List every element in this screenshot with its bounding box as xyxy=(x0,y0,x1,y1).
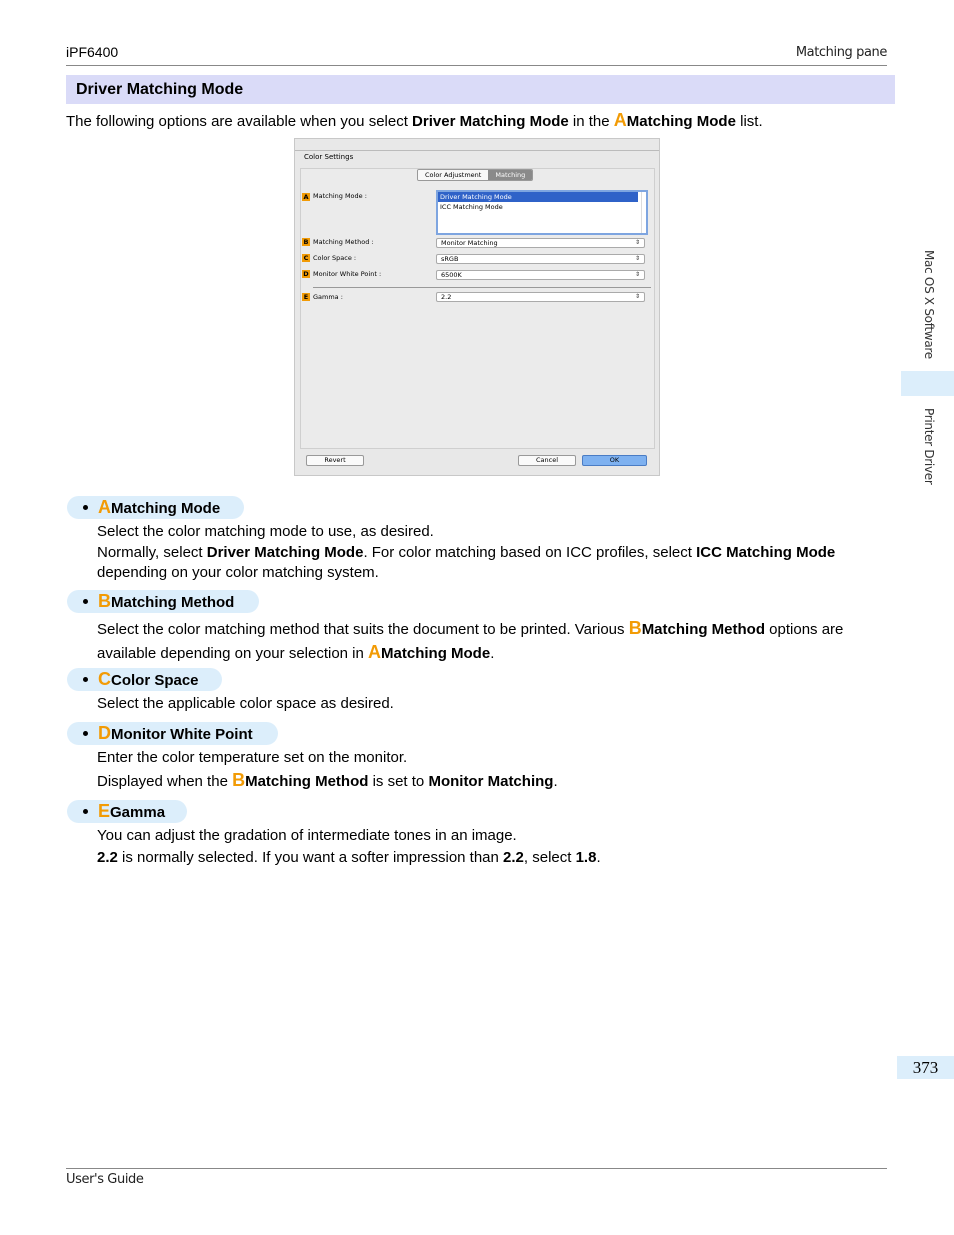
ok-button[interactable]: OK xyxy=(582,455,647,466)
bullet xyxy=(83,809,88,814)
item-c-body: Select the applicable color space as desired. xyxy=(97,695,394,712)
list-item-driver-matching[interactable]: Driver Matching Mode xyxy=(438,192,638,202)
section-title: Driver Matching Mode xyxy=(66,75,895,104)
tab-bar xyxy=(417,169,533,181)
list-item-icc-matching[interactable]: ICC Matching Mode xyxy=(440,203,503,211)
title-rule xyxy=(295,150,659,151)
marker-e: E xyxy=(303,293,309,301)
item-a-heading: AMatching Mode xyxy=(67,496,244,519)
header-section: Matching pane xyxy=(795,45,887,60)
item-d-heading: DMonitor White Point xyxy=(67,722,278,745)
bullet xyxy=(83,731,88,736)
gamma-select[interactable]: 2.2 ⇕ xyxy=(436,292,645,302)
matching-method-label: Matching Method : xyxy=(313,238,374,246)
side-label-printer-driver: Printer Driver xyxy=(922,408,936,485)
item-b-heading: BMatching Method xyxy=(67,590,259,613)
color-space-select[interactable]: sRGB ⇕ xyxy=(436,254,645,264)
item-e-body: You can adjust the gradation of intermediate tones in an image. 2.2 is normally selected. If you want a softer impression than 2.2, select 1.8. xyxy=(97,827,601,866)
list-scrollbar[interactable] xyxy=(641,192,642,233)
gamma-label: Gamma : xyxy=(313,293,343,301)
matching-method-select[interactable]: Monitor Matching ⇕ xyxy=(436,238,645,248)
select-arrows-icon: ⇕ xyxy=(634,239,640,246)
marker-c: C xyxy=(303,254,309,262)
select-arrows-icon: ⇕ xyxy=(634,271,640,278)
monitor-white-point-select[interactable]: 6500K ⇕ xyxy=(436,270,645,280)
side-label-mac-os-x-software: Mac OS X Software xyxy=(922,250,936,359)
footer-rule xyxy=(66,1168,887,1169)
select-arrows-icon: ⇕ xyxy=(634,293,640,300)
monitor-white-point-label: Monitor White Point : xyxy=(313,270,382,278)
marker-a-letter: A xyxy=(613,110,627,130)
tab-color-adjustment[interactable]: Color Adjustment xyxy=(418,170,488,180)
marker-a: A xyxy=(303,193,309,201)
color-settings-screenshot xyxy=(294,138,660,476)
side-active-band xyxy=(901,371,954,396)
color-settings-title: Color Settings xyxy=(304,153,354,161)
footer-text: User's Guide xyxy=(66,1172,144,1187)
matching-mode-list[interactable] xyxy=(436,190,648,235)
item-b-body: Select the color matching method that suits the document to be printed. Various BMatching Method options are available depending on your selection in AMatching Mode. xyxy=(97,618,844,662)
intro-paragraph: The following options are available when you select Driver Matching Mode in the AMatching Mode list. xyxy=(66,110,763,130)
header-rule xyxy=(66,65,887,66)
color-space-label: Color Space : xyxy=(313,254,357,262)
cancel-button[interactable]: Cancel xyxy=(518,455,576,466)
marker-b: B xyxy=(303,238,309,246)
item-a-body: Select the color matching mode to use, as desired. Normally, select Driver Matching Mode. For color matching based on ICC profiles, select ICC Matching Mode depending on your color matching system. xyxy=(97,523,836,581)
settings-divider xyxy=(313,287,651,288)
item-d-body: Enter the color temperature set on the monitor. Displayed when the BMatching Method is set to Monitor Matching. xyxy=(97,749,558,790)
bullet xyxy=(83,505,88,510)
revert-button[interactable]: Revert xyxy=(306,455,364,466)
item-e-heading: EGamma xyxy=(67,800,187,823)
header-product: iPF6400 xyxy=(66,44,119,60)
select-arrows-icon: ⇕ xyxy=(634,255,640,262)
bullet xyxy=(83,677,88,682)
tab-matching[interactable]: Matching xyxy=(488,170,532,180)
matching-mode-label: Matching Mode : xyxy=(313,192,367,200)
item-c-heading: CColor Space xyxy=(67,668,222,691)
page-number: 373 xyxy=(897,1056,954,1079)
bullet xyxy=(83,599,88,604)
marker-d: D xyxy=(303,270,309,278)
